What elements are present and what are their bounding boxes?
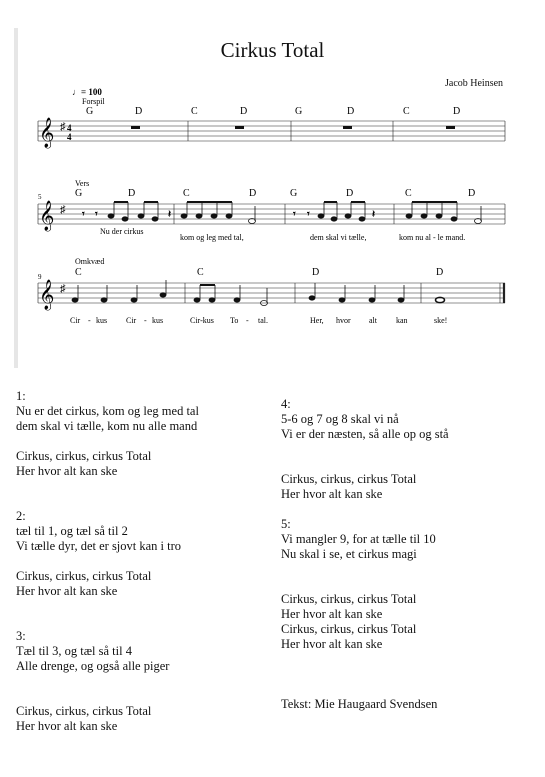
chord-symbol: C (75, 267, 82, 278)
verse-line: Vi tælle dyr, det er sjovt kan i tro (16, 539, 182, 553)
verse-line: Nu skal i se, et cirkus magi (281, 547, 417, 561)
chorus-line: Her hvor alt kan ske (16, 464, 118, 478)
verse-number: 4: (281, 397, 291, 411)
system-3 (38, 257, 505, 325)
verse-line: 5-6 og 7 og 8 skal vi nå (281, 412, 399, 426)
whole-rest (446, 126, 455, 129)
verse-line: Nu er det cirkus, kom og leg med tal (16, 404, 199, 418)
lyric-text: Cir-kus (190, 316, 214, 325)
key-signature: ♯ (60, 121, 66, 133)
lyric-text: hvor (336, 316, 351, 325)
section-omkvaed: Omkvæd (75, 257, 105, 266)
lyric-text: kan (396, 316, 408, 325)
chorus-line: Cirkus, cirkus, cirkus Total (16, 704, 152, 718)
sheet-music (14, 28, 531, 368)
lyric-text: alt (369, 316, 377, 325)
verse-line: Vi er der næsten, så alle op og stå (281, 427, 449, 441)
verse-line: Vi mangler 9, for at tælle til 10 (281, 532, 436, 546)
lyric-text: Cir (70, 316, 81, 325)
chord-symbol: C (197, 267, 204, 278)
whole-rest (131, 126, 140, 129)
verse-line: tæl til 1, og tæl så til 2 (16, 524, 128, 538)
verse-line: Tæl til 3, og tæl så til 4 (16, 644, 132, 658)
treble-clef: 𝄞 (39, 280, 55, 309)
lyrics-right-column (281, 397, 449, 712)
chord-symbol: G (86, 106, 94, 117)
svg-text:𝄽: 𝄽 (372, 209, 376, 220)
chord-symbol: D (249, 188, 257, 199)
chorus-line: Her hvor alt kan ske (16, 719, 118, 733)
svg-text:𝄾: 𝄾 (307, 209, 310, 220)
chorus-line: Cirkus, cirkus, cirkus Total (281, 472, 417, 486)
chord-symbol: D (436, 267, 444, 278)
chord-symbol: D (135, 106, 143, 117)
chorus-line: Her hvor alt kan ske (281, 607, 383, 621)
svg-text:𝄽: 𝄽 (168, 209, 172, 220)
chorus-line: Cirkus, cirkus, cirkus Total (281, 622, 417, 636)
chorus-line: Cirkus, cirkus, cirkus Total (281, 592, 417, 606)
whole-rest (343, 126, 352, 129)
lyric-text: Nu der cirkus (100, 227, 144, 236)
lyric-text: dem skal vi tælle, (310, 233, 367, 242)
chorus-line: Cirkus, cirkus, cirkus Total (16, 449, 152, 463)
treble-clef: 𝄞 (39, 201, 55, 230)
verse-number: 5: (281, 517, 291, 531)
svg-text:♯: ♯ (60, 204, 66, 216)
svg-text:4: 4 (67, 123, 72, 133)
svg-text:𝄾: 𝄾 (95, 209, 98, 220)
verse-line: Alle drenge, og også alle piger (16, 659, 170, 673)
svg-text:4: 4 (67, 132, 72, 142)
chorus-line: Her hvor alt kan ske (281, 637, 383, 651)
measure-number: 9 (38, 273, 42, 281)
chorus-line: Cirkus, cirkus, cirkus Total (16, 569, 152, 583)
lyric-text: To (230, 316, 239, 325)
lyrics-left-column (16, 389, 199, 734)
lyric-text: kus (152, 316, 164, 325)
lyric-text: tal. (258, 316, 268, 325)
tempo-mark: ♩= 100 (72, 87, 102, 97)
chord-symbol: D (468, 188, 476, 199)
system-2 (38, 179, 505, 242)
lyric-text: - (246, 316, 249, 325)
verse-line: dem skal vi tælle, kom nu alle mand (16, 419, 198, 433)
svg-text:𝄾: 𝄾 (293, 209, 296, 220)
chord-symbol: D (347, 106, 355, 117)
chorus-line: Her hvor alt kan ske (281, 487, 383, 501)
lyric-text: kus (96, 316, 108, 325)
chord-symbol: C (403, 106, 410, 117)
svg-text:𝄾: 𝄾 (82, 209, 85, 220)
chord-symbol: D (312, 267, 320, 278)
chord-symbol: G (295, 106, 303, 117)
verse-number: 3: (16, 629, 26, 643)
composer-name: Jacob Heinsen (445, 78, 504, 89)
chord-symbol: D (453, 106, 461, 117)
lyric-text: - (144, 316, 147, 325)
lyric-text: ske! (434, 316, 448, 325)
measure-number: 5 (38, 193, 42, 201)
song-title: Cirkus Total (220, 38, 325, 62)
chord-symbol: C (405, 188, 412, 199)
chorus-line: Her hvor alt kan ske (16, 584, 118, 598)
chord-symbol: C (191, 106, 198, 117)
lyricist-credit: Tekst: Mie Haugaard Svendsen (281, 697, 438, 711)
treble-clef: 𝄞 (39, 118, 55, 147)
verse-number: 2: (16, 509, 26, 523)
lyric-text: Cir (126, 316, 137, 325)
chord-symbol: G (290, 188, 298, 199)
lyric-text: kom og leg med tal, (180, 233, 244, 242)
lyric-text: - (88, 316, 91, 325)
section-forspil: Forspil (82, 97, 105, 106)
chord-symbol: C (183, 188, 190, 199)
system-1 (38, 87, 505, 149)
chord-symbol: G (75, 188, 83, 199)
chord-symbol: D (128, 188, 136, 199)
chord-symbol: D (240, 106, 248, 117)
svg-text:♯: ♯ (60, 283, 66, 295)
lyric-text: Her, (310, 316, 324, 325)
lyric-text: kom nu al - le mand. (399, 233, 466, 242)
chord-symbol: D (346, 188, 354, 199)
section-vers: Vers (75, 179, 90, 188)
whole-rest (235, 126, 244, 129)
verse-number: 1: (16, 389, 26, 403)
